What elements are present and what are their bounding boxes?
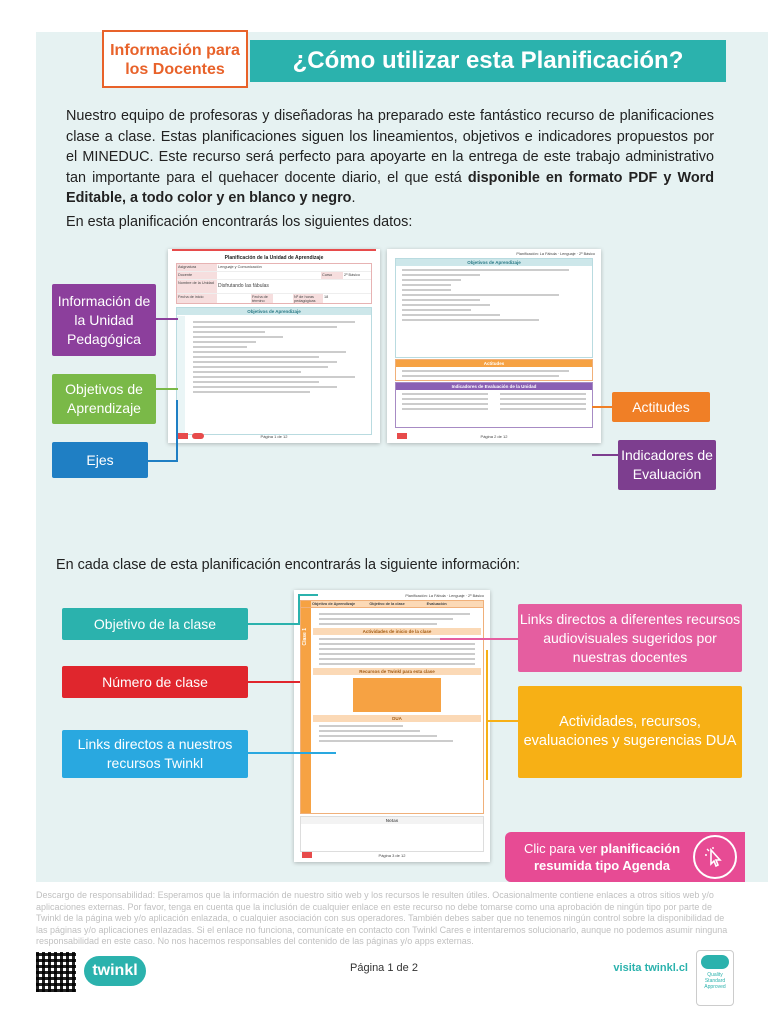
intro-paragraph: Nuestro equipo de profesoras y diseñadoras ha preparado este fantástico recurso de planificaciones clase a clase. Estas planificaciones siguen los lineamientos, objetivos e indicadores propuestos por el MINEDUC. Este recurso será perfecto para apoyarte en la entrega de este trabajo administrativo tan importante para el quehacer docente diario, el que está disponible en formato PDF y Word Editable, a todo color y en blanco y negro. [66,108,714,206]
callout-class-number: Número de clase [62,666,248,698]
disclaimer-text: Descargo de responsabilidad: Esperamos que la información de nuestro sitio web y los recursos le resulten útiles. Ocasionalmente contiene enlaces a otros sitios web y/o aplicaciones externas. Por favor, tenga en cuenta que la inclusión de cualquier enlace en este recurso no debe tomarse como una aprobación de ningún tipo por parte de Twinkl de la página web y/o aplicación enlazada, o cualquier asociación con sus operadores. También debes saber que no tenemos ningún control sobre la disponibilidad de las páginas y/o aplicaciones enlazadas. Si el enlace no funciona, comunícate en contacto con Twinkl Cares e intentaremos solucionarlo, aunque no podemos asumir ninguna responsabilidad en este caso. No nos hacemos responsables del contenido de las páginas y/o apps externas. [36,890,728,946]
click-cursor-icon [693,835,737,879]
class-preview-page: Planificación: La Fábula · Lenguaje · 2º Básico Objetivo de Aprendizaje Objetivo de la clase Evaluación Clase 1 Actividades de inicio de la clase Recursos de Twinkl para esta clase DUA Notas Página 3 de 12 [294,590,490,862]
section1-lead: En esta planificación encontrarás los siguientes datos: [66,214,413,230]
qr-icon [302,852,312,858]
teacher-info-tag: Información para los Docentes [102,30,248,88]
page-title: ¿Cómo utilizar esta Planificación? [250,40,726,82]
qr-icon [397,433,407,439]
quality-badge: Quality Standard Approved [696,950,734,1006]
page-number: Página 1 de 2 [350,962,418,974]
callout-indicators: Indicadores de Evaluación [618,440,716,490]
visit-link[interactable]: visita twinkl.cl [613,962,688,974]
agenda-link-button[interactable]: Clic para ver planificación resumida tipo Agenda [505,832,745,882]
callout-attitudes: Actitudes [612,392,710,422]
section2-lead: En cada clase de esta planificación encontrarás la siguiente información: [56,557,520,573]
doc1-title: Planificación de la Unidad de Aprendizaje [224,255,324,261]
callout-unit-info: Información de la Unidad Pedagógica [52,284,156,356]
callout-activities: Actividades, recursos, evaluaciones y sugerencias DUA [518,686,742,778]
twinkl-logo-icon [192,433,204,439]
class-number-label: Clase 1 [302,628,308,646]
callout-objectives: Objetivos de Aprendizaje [52,374,156,424]
qr-icon [178,433,188,439]
callout-av-links: Links directos a diferentes recursos audiovisuales sugeridos por nuestras docentes [518,604,742,672]
plan-preview-page-1: Planificación de la Unidad de Aprendizaje Asignatura Lenguaje y Comunicación Docente Curso 2º Básico Nombre de la Unidad Disfrutando las fábulas Fecha de inicio Fecha de término Nº de horas pedagógicas 18 Objetivos de Aprendizaje Página 1 de 12 [168,249,380,443]
callout-axes: Ejes [52,442,148,478]
twinkl-logo: twinkl [84,956,146,986]
twinkl-resource-thumbnail[interactable] [353,678,441,712]
plan-preview-page-2: Planificación: La Fábula · Lenguaje · 2º Básico Objetivos de Aprendizaje Actitudes Indicadores de Evaluación de la Unidad Página 2 de 12 [387,249,601,443]
callout-class-objective: Objetivo de la clase [62,608,248,640]
callout-twinkl-links: Links directos a nuestros recursos Twinkl [62,730,248,778]
twinkl-badge-icon [701,955,729,969]
